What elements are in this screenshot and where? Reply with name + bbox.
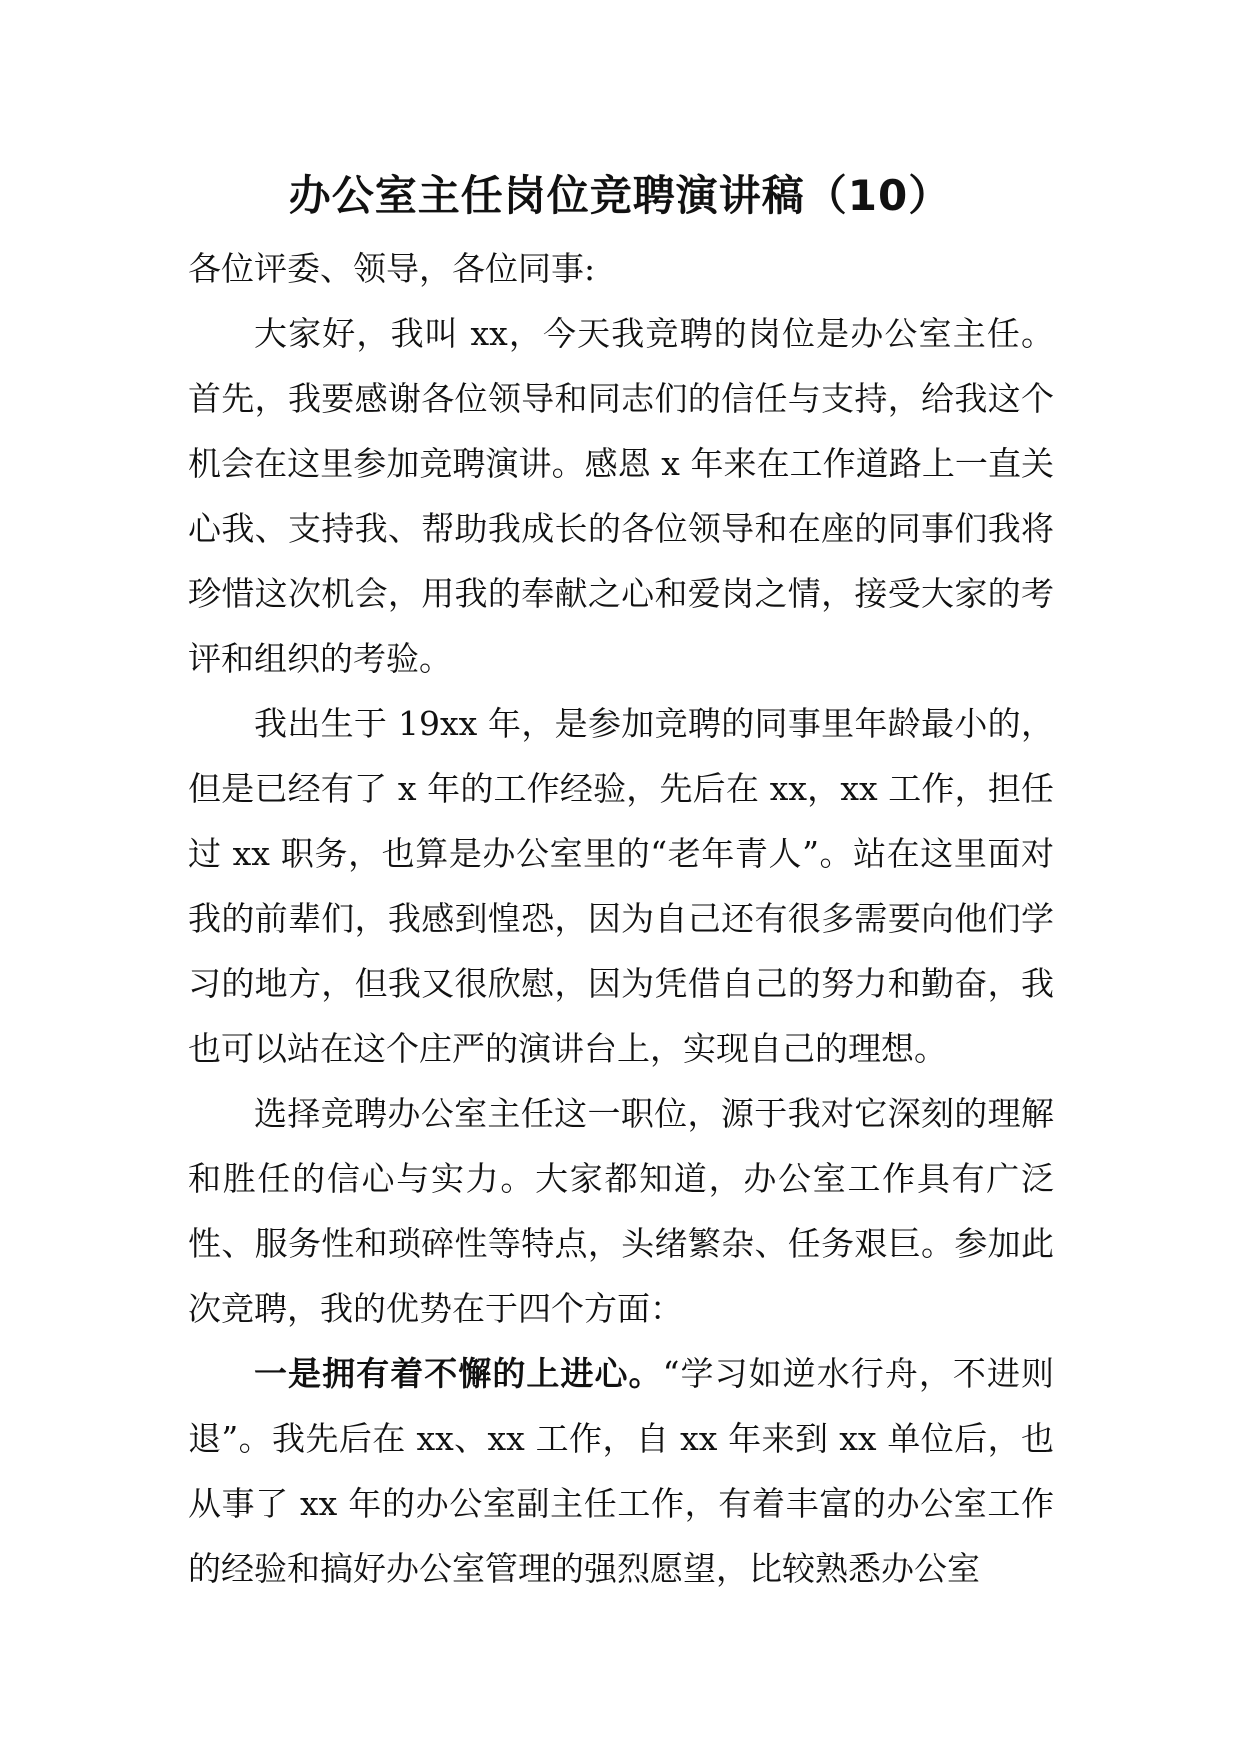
salutation: 各位评委、领导，各位同事: [188,249,596,288]
paragraph-text: “学习如逆水行舟，不进则退”。我先后在 xx、xx 工作，自 xx 年来到 xx 单位后，也从事了 xx 年的办公室副主任工作，有着丰富的办公室工作的经验和搞好办公室管理的强烈愿望，比较熟悉办公室 [188,1354,1055,1588]
paragraph-lead: 一是拥有着不懈的上进心。 [254,1354,663,1393]
paragraph-text: 选择竞聘办公室主任这一职位，源于我对它深刻的理解和胜任的信心与实力。大家都知道，办公室工作具有广泛性、服务性和琐碎性等特点，头绪繁杂、任务艰巨。参加此次竞聘，我的优势在于四个方面： [188,1094,1054,1328]
paragraph-background [188,691,1054,1081]
paragraph-text: 我出生于 19xx 年，是参加竞聘的同事里年龄最小的，但是已经有了 x 年的工作经验，先后在 xx，xx 工作，担任过 xx 职务，也算是办公室里的“老年青人”。站在这里面对我的前辈们，我感到惶恐，因为自己还有很多需要向他们学习的地方，但我又很欣慰，因为凭借自己的努力和勤奋，我也可以站在这个庄严的演讲台上，实现自己的理想。 [188,704,1054,1068]
document-title: 办公室主任岗位竞聘演讲稿（10） [288,171,952,220]
paragraph-text: 大家好，我叫 xx，今天我竞聘的岗位是办公室主任。首先，我要感谢各位领导和同志们的信任与支持，给我这个机会在这里参加竞聘演讲。感恩 x 年来在工作道路上一直关心我、支持我、帮助我成长的各位领导和在座的同事们我将珍惜这次机会，用我的奉献之心和爱岗之情，接受大家的考评和组织的考验。 [188,314,1054,678]
paragraph-intro [188,301,1054,691]
paragraph-advantage-one [188,1341,1054,1601]
paragraph-motivation [188,1081,1054,1341]
document-body [188,236,1054,1601]
